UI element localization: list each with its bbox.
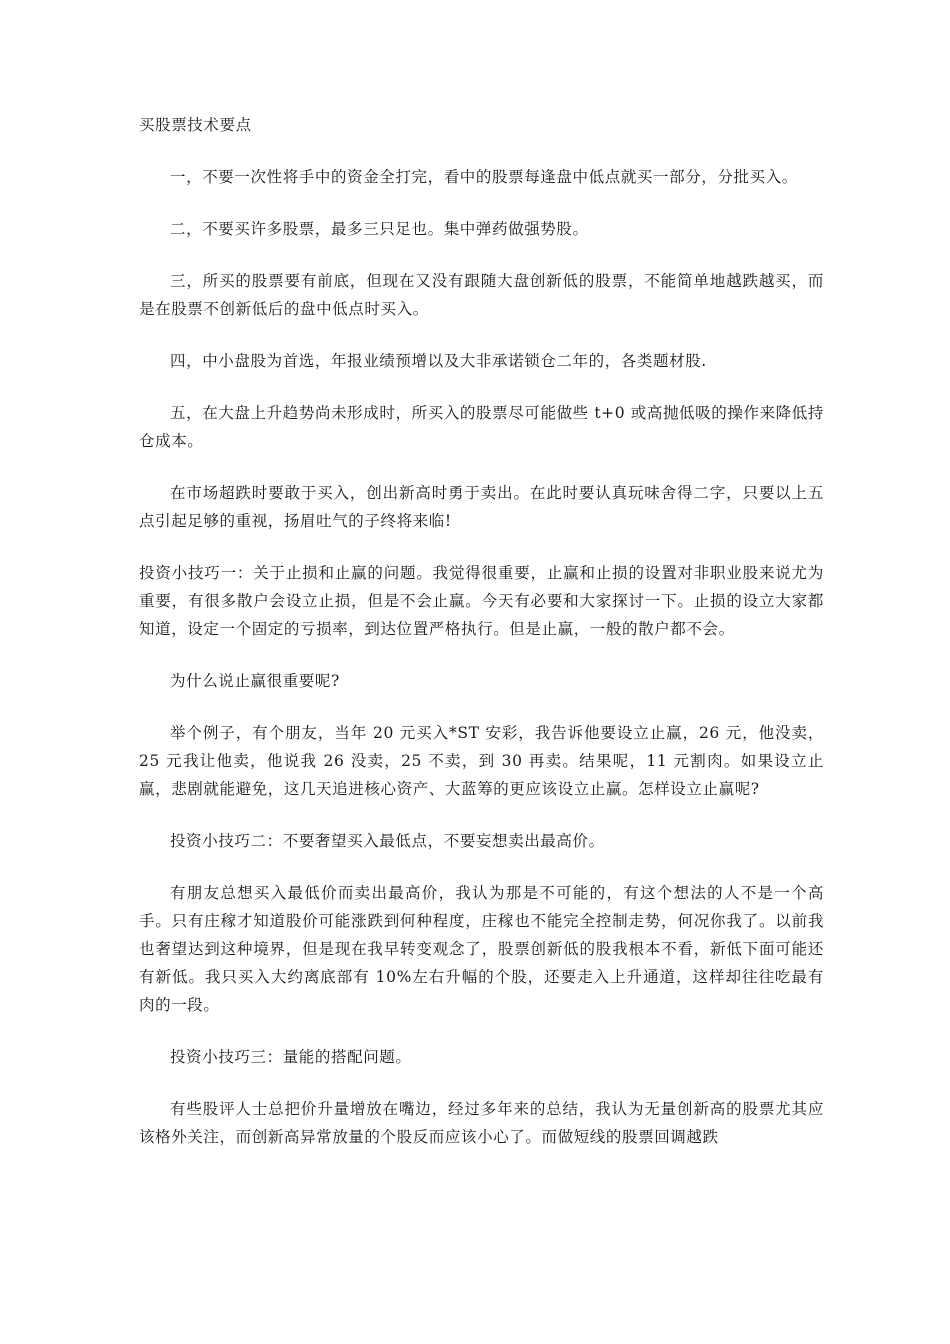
document-title: 买股票技术要点 xyxy=(139,116,252,134)
paragraph: 举个例子，有个朋友，当年 20 元买入*ST 安彩，我告诉他要设立止赢，26 元，他没卖，25 元我让他卖，他说我 26 没卖，25 不卖，到 30 再卖。结果呢，11 元割肉。如果设立止赢，悲剧就能避免，这几天追进核心资产、大蓝筹的更应该设立止赢。怎样设立止赢呢? xyxy=(139,724,824,798)
paragraph: 投资小技巧三：量能的搭配问题。 xyxy=(170,1048,412,1066)
paragraph: 一，不要一次性将手中的资金全打完，看中的股票每逢盘中低点就买一部分，分批买入。 xyxy=(170,168,798,186)
paragraph: 投资小技巧二：不要奢望买入最低点，不要妄想卖出最高价。 xyxy=(170,832,605,850)
paragraph: 在市场超跌时要敢于买入，创出新高时勇于卖出。在此时要认真玩味舍得二字，只要以上五点引起足够的重视，扬眉吐气的子终将来临! xyxy=(139,484,824,530)
document-body xyxy=(139,111,824,1175)
paragraph: 四，中小盘股为首选，年报业绩预增以及大非承诺锁仓二年的，各类题材股. xyxy=(170,352,707,370)
paragraph: 五，在大盘上升趋势尚未形成时，所买入的股票尽可能做些 t+0 或高抛低吸的操作来降低持仓成本。 xyxy=(139,404,824,450)
paragraph: 投资小技巧一：关于止损和止赢的问题。我觉得很重要，止赢和止损的设置对非职业股来说尤为重要，有很多散户会设立止损，但是不会止赢。今天有必要和大家探讨一下。止损的设立大家都知道，设定一个固定的亏损率，到达位置严格执行。但是止赢，一般的散户都不会。 xyxy=(139,564,824,638)
paragraph: 三，所买的股票要有前底，但现在又没有跟随大盘创新低的股票，不能简单地越跌越买，而是在股票不创新低后的盘中低点时买入。 xyxy=(139,272,824,318)
paragraph: 为什么说止赢很重要呢? xyxy=(170,672,340,690)
paragraph: 有些股评人士总把价升量增放在嘴边，经过多年来的总结，我认为无量创新高的股票尤其应该格外关注，而创新高异常放量的个股反而应该小心了。而做短线的股票回调越跌 xyxy=(139,1100,824,1146)
paragraph: 有朋友总想买入最低价而卖出最高价，我认为那是不可能的，有这个想法的人不是一个高手。只有庄稼才知道股价可能涨跌到何种程度，庄稼也不能完全控制走势，何况你我了。以前我也奢望达到这种境界，但是现在我早转变观念了，股票创新低的股我根本不看，新低下面可能还有新低。我只买入大约离底部有 10%左右升幅的个股，还要走入上升通道，这样却往往吃最有肉的一段。 xyxy=(139,884,824,1014)
paragraph: 二，不要买许多股票，最多三只足也。集中弹药做强势股。 xyxy=(170,220,589,238)
paragraph-list xyxy=(139,163,824,1151)
